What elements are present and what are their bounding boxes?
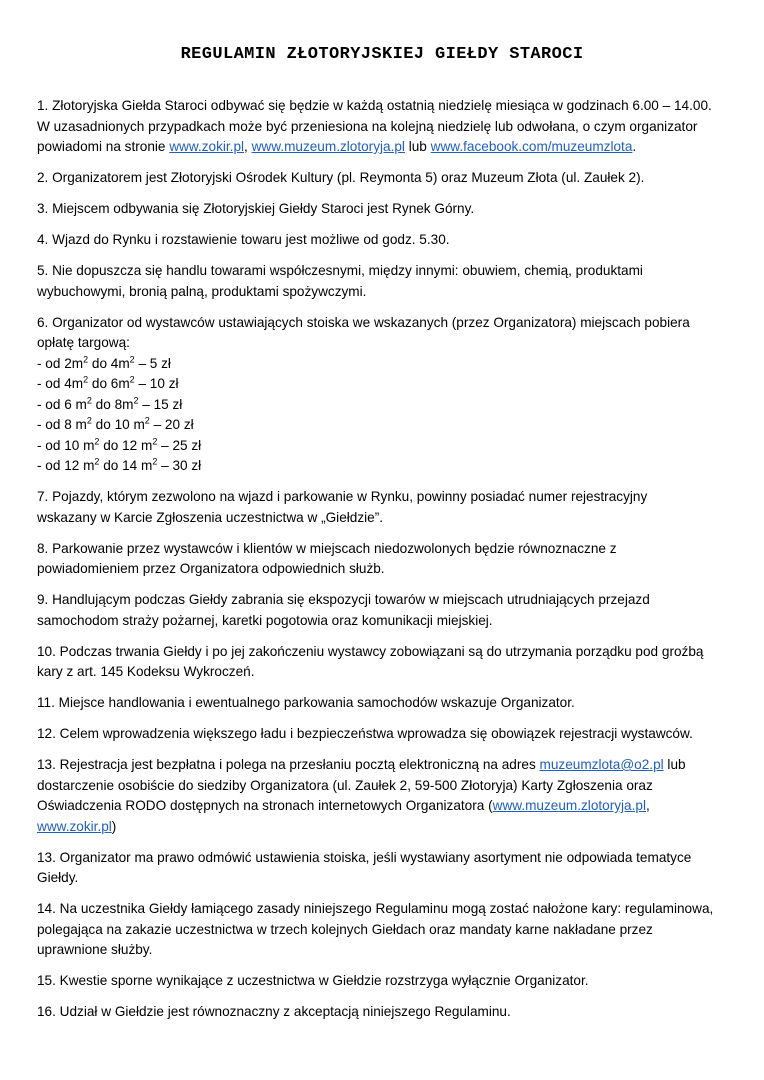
paragraph-15-line-1: 15. Kwestie sporne wynikające z uczestnictwa w Giełdzie rozstrzyga wyłącznie Organizator. (37, 973, 589, 988)
paragraph-13b-line-1: 13. Organizator ma prawo odmówić ustawienia stoiska, jeśli wystawiany asortyment nie odpowiada tematyce (37, 849, 692, 865)
paragraph-13-registration (37, 755, 737, 837)
paragraph-9 (37, 590, 737, 631)
paragraph-6-line-2: opłatę targową: (37, 335, 130, 350)
paragraph-6 (37, 313, 737, 477)
fee-line-6 (37, 456, 737, 477)
fee-line-1 (37, 354, 737, 375)
paragraph-13a-line-3-text: Oświadczenia RODO dostępnych na stronach internetowych Organizatora ( (37, 798, 493, 813)
fee-from: - od 12 m (37, 458, 95, 473)
paragraph-12 (37, 724, 737, 745)
exponent: 2 (133, 394, 139, 405)
fee-to: do 4m (88, 355, 130, 371)
paragraph-7-line-1: 7. Pojazdy, którym zezwolono na wjazd i parkowanie w Rynku, powinny posiadać numer rejestracyjny (37, 489, 648, 504)
fee-to: do 12 m (99, 437, 153, 453)
fee-amount: – 5 zł (134, 355, 171, 371)
paragraph-5 (37, 261, 737, 302)
paragraph-14-line-2: polegająca na zakazie uczestnictwa w trzech kolejnych Giełdach oraz mandaty karne nakładane przez (37, 921, 653, 937)
fee-to: do 14 m (99, 458, 153, 473)
exponent: 2 (94, 435, 100, 446)
paragraph-12-line-1: 12. Celem wprowadzenia większego ładu i bezpieczeństwa wprowadza się obowiązek rejestracji wystawców. (37, 726, 693, 741)
paragraph-13a-line-3-end: , (645, 798, 650, 813)
paragraph-8 (37, 539, 737, 580)
paragraph-13a-line-1 (37, 755, 737, 776)
paragraph-13a-line-3 (37, 796, 737, 817)
paragraph-1 (37, 96, 737, 158)
muzeum-link[interactable]: www.muzeum.zlotoryja.pl (251, 139, 405, 154)
paragraph-14 (37, 899, 737, 961)
fee-line-4 (37, 415, 737, 436)
exponent: 2 (152, 456, 158, 467)
paragraph-5-line-1: 5. Nie dopuszcza się handlu towarami współczesnymi, między innymi: obuwiem, chemią, produktami (37, 263, 643, 278)
paragraph-7 (37, 487, 737, 528)
regulations-body (37, 96, 737, 1033)
fee-to: do 8m (91, 396, 134, 412)
paragraph-13a-line-1-end: lub (663, 757, 686, 772)
zokir-link[interactable]: www.zokir.pl (169, 139, 245, 154)
paragraph-11-line-1: 11. Miejsce handlowania i ewentualnego parkowania samochodów wskazuje Organizator. (37, 695, 575, 710)
paragraph-8-line-2: powiadomieniem przez Organizatora odpowiednich służb. (37, 561, 385, 576)
paragraph-3-line-1: 3. Miejscem odbywania się Złotoryjskiej Giełdy Staroci jest Rynek Górny. (37, 201, 475, 216)
paragraph-1-line-3 (37, 137, 737, 158)
fee-to: do 6m (88, 376, 130, 391)
paragraph-4 (37, 230, 737, 251)
paragraph-10 (37, 642, 737, 683)
exponent: 2 (86, 394, 92, 405)
fee-from: - od 10 m (37, 437, 95, 453)
paragraph-1-line-2: W uzasadnionych przypadkach może być przeniesiona na kolejną niedzielę lub odwołana, o czym organizator (37, 118, 698, 134)
fee-amount: – 10 zł (134, 376, 179, 391)
fee-from: - od 4m (37, 376, 84, 391)
page-title: REGULAMIN ZŁOTORYJSKIEJ GIEŁDY STAROCI (180, 45, 584, 64)
fee-from: - od 8 m (37, 417, 87, 432)
paragraph-4-line-1: 4. Wjazd do Rynku i rozstawienie towaru jest możliwe od godz. 5.30. (37, 232, 450, 247)
paragraph-13b-line-2: Giełdy. (37, 870, 79, 885)
closing-paren: ) (111, 818, 117, 834)
paragraph-16-line-1: 16. Udział w Giełdzie jest równoznaczny z akceptacją niniejszego Regulaminu. (37, 1004, 511, 1019)
paragraph-6-line-1: 6. Organizator od wystawców ustawiających stoiska we wskazanych (przez Organizatora) miejscach pobiera (37, 314, 690, 330)
fee-amount: – 15 zł (138, 396, 183, 412)
paragraph-9-line-2: samochodom straży pożarnej, karetki pogotowia oraz komunikacji miejskiej. (37, 612, 493, 628)
paragraph-13a-line-1-text: 13. Rejestracja jest bezpłatna i polega na przesłaniu pocztą elektroniczną na adres (37, 757, 540, 772)
exponent: 2 (152, 435, 158, 446)
paragraph-3 (37, 199, 737, 220)
fee-amount: – 25 zł (157, 437, 202, 453)
paragraph-13-refusal (37, 848, 737, 889)
link-separator: , (244, 139, 252, 154)
email-link[interactable]: muzeumzlota@o2.pl (539, 757, 664, 772)
exponent: 2 (86, 415, 92, 426)
paragraph-15 (37, 971, 737, 992)
fee-line-2 (37, 374, 737, 395)
exponent: 2 (144, 415, 150, 426)
exponent: 2 (129, 374, 135, 385)
paragraph-1-line-3-text: powiadomi na stronie (37, 139, 170, 154)
paragraph-2-line-1: 2. Organizatorem jest Złotoryjski Ośrodek Kultury (pl. Reymonta 5) oraz Muzeum Złota (ul. Zaułek 2). (37, 170, 645, 185)
paragraph-13a-line-2: dostarczenie osobiście do siedziby Organizatora (ul. Zaułek 2, 59-500 Złotoryja) Karty Zgłoszenia oraz (37, 777, 653, 793)
exponent: 2 (83, 374, 89, 385)
paragraph-7-line-2: wskazany w Karcie Zgłoszenia uczestnictwa w „Giełdzie”. (37, 509, 384, 525)
muzeum-link[interactable]: www.muzeum.zlotoryja.pl (492, 798, 646, 813)
lub-text: lub (404, 139, 431, 154)
paragraph-8-line-1: 8. Parkowanie przez wystawców i klientów w miejscach niedozwolonych będzie równoznaczne z (37, 540, 617, 556)
paragraph-13a-line-4 (37, 817, 737, 838)
fee-amount: – 20 zł (149, 417, 194, 432)
zokir-link[interactable]: www.zokir.pl (37, 818, 112, 834)
fee-from: - od 6 m (37, 396, 87, 412)
paragraph-16 (37, 1002, 737, 1023)
exponent: 2 (83, 353, 89, 364)
exponent: 2 (94, 456, 100, 467)
paragraph-1-line-1: 1. Złotoryjska Giełda Staroci odbywać się będzie w każdą ostatnią niedzielę miesiąca w godzinach 6.00 – 14.00. (37, 98, 712, 113)
paragraph-5-line-2: wybuchowymi, bronią palną, produktami spożywczymi. (37, 283, 367, 299)
paragraph-9-line-1: 9. Handlującym podczas Giełdy zabrania się ekspozycji towarów w miejscach utrudniających przejazd (37, 592, 650, 607)
fee-line-5 (37, 436, 737, 457)
fee-line-3 (37, 395, 737, 416)
exponent: 2 (129, 353, 135, 364)
fee-from: - od 2m (37, 355, 84, 371)
paragraph-14-line-3: uprawnione służby. (37, 942, 153, 957)
fee-amount: – 30 zł (157, 458, 202, 473)
paragraph-14-line-1: 14. Na uczestnika Giełdy łamiącego zasady niniejszego Regulaminu mogą zostać nałożone kary: regulaminowa, (37, 901, 714, 916)
paragraph-10-line-1: 10. Podczas trwania Giełdy i po jej zakończeniu wystawcy zobowiązani są do utrzymania porządku pod groźbą (37, 643, 704, 659)
fee-to: do 10 m (91, 417, 145, 432)
paragraph-10-line-2: kary z art. 145 Kodeksu Wykroczeń. (37, 664, 255, 679)
paragraph-2 (37, 168, 737, 189)
paragraph-11 (37, 693, 737, 714)
facebook-link[interactable]: www.facebook.com/muzeumzlota (430, 139, 633, 154)
paragraph-1-end: . (632, 139, 637, 154)
